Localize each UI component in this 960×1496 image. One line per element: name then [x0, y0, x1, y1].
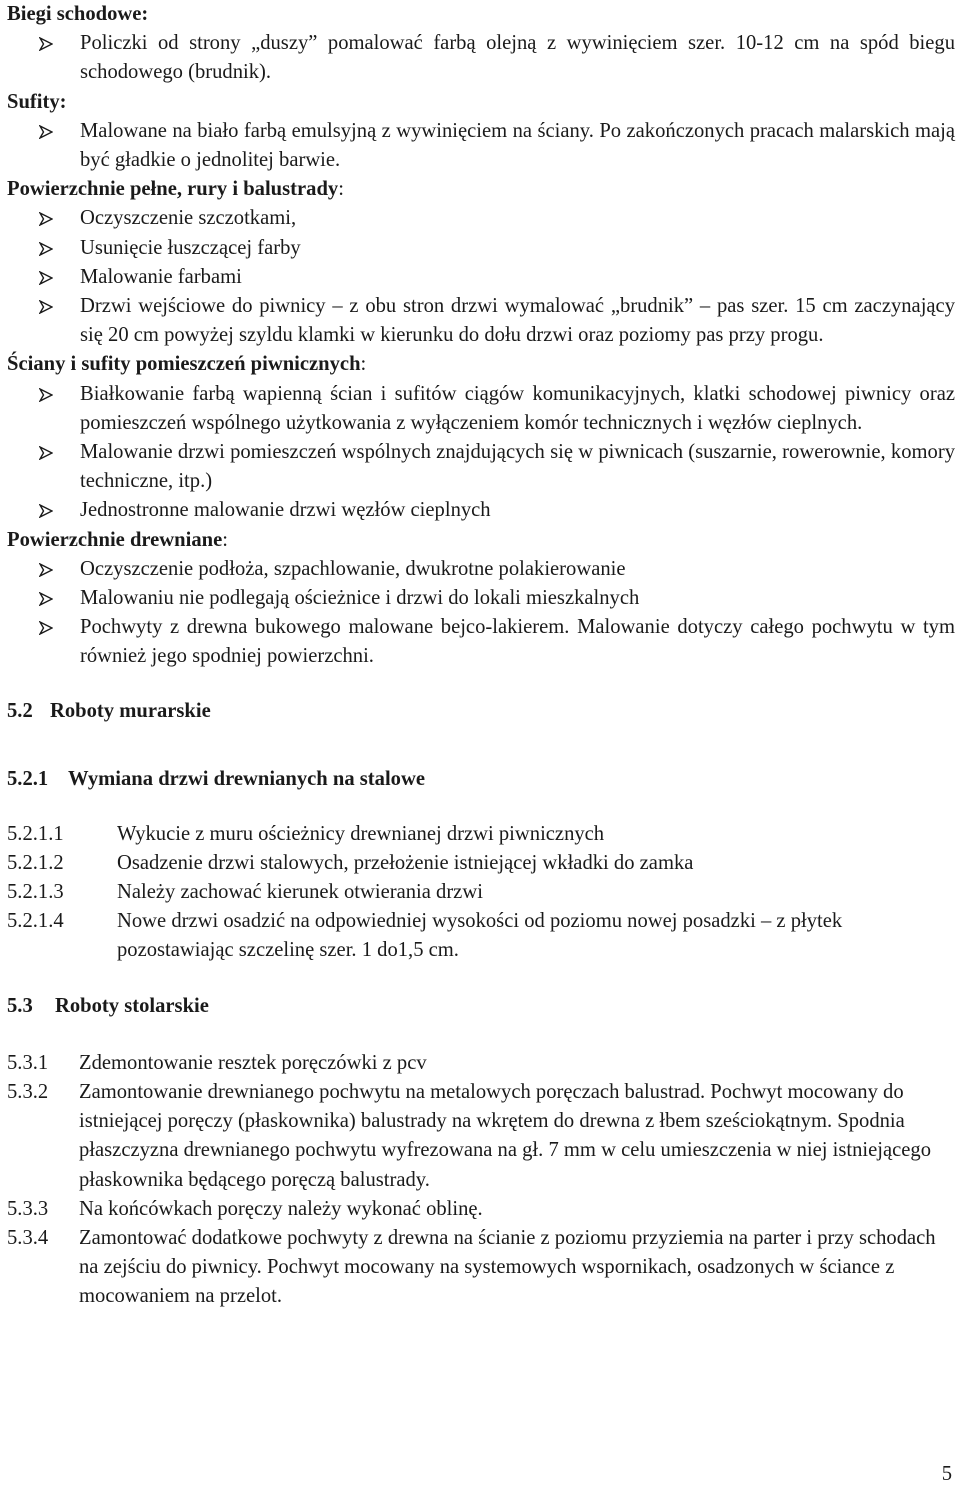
bullet-item — [7, 613, 955, 671]
bullet-item — [7, 438, 955, 496]
item-text: Osadzenie drzwi stalowych, przełożenie istniejącej wkładki do zamka — [117, 851, 694, 874]
bullet-item — [7, 234, 955, 263]
arrowhead-bullet-icon — [39, 563, 53, 577]
section-title: Roboty murarskie — [50, 699, 211, 722]
arrowhead-bullet-icon — [39, 271, 53, 285]
bullet-item — [7, 117, 955, 175]
item-text: Zamontowanie drewnianego pochwytu na metalowych poręczach balustrad. Pochwyt mocowany do istniejącej poręczy (płaskownika) balustrady na wkrętem do drewna z łbem sześciokątnym. Spodnia płaszczyzna drewnianego pochwytu wyfrezowana na gł. 7 mm w celu umieszczenia w niej istniejącego płaskownika będącego poręczą balustrady. — [79, 1080, 932, 1191]
bullet-item — [7, 204, 955, 233]
section-heading-5-2 — [7, 697, 955, 726]
numbered-item — [7, 907, 955, 965]
item-text: Należy zachować kierunek otwierania drzwi — [117, 881, 483, 904]
bullet-text: Oczyszczenie podłoża, szpachlowanie, dwukrotne polakierowanie — [80, 557, 626, 580]
item-text: Zamontować dodatkowe pochwyty z drewna na ścianie z poziomu przyziemia na parter i przy schodach na zejściu do piwnicy. Pochwyt mocowany na systemowych wspornikach, osadzonych w ściance z mocowaniem na przelot. — [79, 1226, 936, 1308]
arrowhead-bullet-icon — [39, 242, 53, 256]
numbered-list-5-2-1 — [7, 820, 955, 966]
numbered-item — [7, 1078, 955, 1195]
item-text: Wykucie z muru ościeżnicy drewnianej drzwi piwnicznych — [117, 822, 605, 845]
arrowhead-bullet-icon — [39, 37, 53, 51]
numbered-item — [7, 849, 955, 878]
arrowhead-bullet-icon — [39, 592, 53, 606]
section-title: Wymiana drzwi drewnianych na stalowe — [68, 767, 425, 790]
section-title: Roboty stolarskie — [55, 994, 209, 1017]
section-number: 5.3 — [7, 994, 33, 1017]
arrowhead-bullet-icon — [39, 388, 53, 402]
numbered-list-5-3 — [7, 1049, 955, 1312]
bullet-text: Malowane na biało farbą emulsyjną z wywinięciem na ściany. Po zakończonych pracach malarskich mają być gładkie o jednolitej barwie. — [80, 119, 955, 172]
item-number: 5.2.1.4 — [7, 910, 64, 933]
numbered-item — [7, 1224, 955, 1312]
numbered-item — [7, 1195, 955, 1224]
bullet-text: Policzki od strony „duszy” pomalować farbą olejną z wywinięciem szer. 10-12 cm na spód biegu schodowego (brudnik). — [80, 32, 955, 84]
section-header-drewniane: Powierzchnie drewniane: — [7, 528, 228, 551]
bullet-text: Malowanie drzwi pomieszczeń wspólnych znajdujących się w piwnicach (suszarnie, rowerownie, komory techniczne, itp.) — [80, 441, 955, 493]
bullet-text: Oczyszczenie szczotkami, — [80, 207, 297, 230]
document-content — [7, 0, 955, 1312]
bullet-item — [7, 292, 955, 350]
item-number: 5.2.1.2 — [7, 851, 64, 874]
bullet-item — [7, 29, 955, 87]
arrowhead-bullet-icon — [39, 300, 53, 314]
numbered-item — [7, 1049, 955, 1078]
item-number: 5.3.3 — [7, 1197, 49, 1220]
item-number: 5.3.2 — [7, 1080, 49, 1103]
bullet-text: Malowaniu nie podlegają ościeżnice i drzwi do lokali mieszkalnych — [80, 587, 640, 610]
section-header-sciany: Ściany i sufity pomieszczeń piwnicznych: — [7, 353, 367, 376]
bullet-text: Usunięcie łuszczącej farby — [80, 236, 301, 259]
section-header-sufity: Sufity: — [7, 90, 67, 113]
section-heading-5-3 — [7, 992, 955, 1021]
item-text: Nowe drzwi osadzić na odpowiedniej wysokości od poziomu nowej posadzki – z płytek pozostawiając szczelinę szer. 1 do1,5 cm. — [117, 910, 843, 962]
item-number: 5.3.4 — [7, 1226, 49, 1249]
arrowhead-bullet-icon — [39, 212, 53, 226]
bullet-text: Jednostronne malowanie drzwi węzłów cieplnych — [80, 499, 491, 522]
bullet-item — [7, 496, 955, 525]
page-number: 5 — [941, 1463, 952, 1485]
bullet-text: Białkowanie farbą wapienną ścian i sufitów ciągów komunikacyjnych, klatki schodowej piwnicy oraz pomieszczeń wspólnego użytkowania z wyłączeniem komór technicznych i węzłów cieplnych. — [80, 382, 955, 434]
bullet-item — [7, 584, 955, 613]
arrowhead-bullet-icon — [39, 446, 53, 460]
arrowhead-bullet-icon — [39, 504, 53, 518]
bullet-item — [7, 555, 955, 584]
item-number: 5.2.1.1 — [7, 822, 64, 845]
numbered-item — [7, 820, 955, 849]
section-number: 5.2 — [7, 699, 33, 722]
arrowhead-bullet-icon — [39, 621, 53, 635]
section-header-powierzchnie: Powierzchnie pełne, rury i balustrady: — [7, 178, 344, 201]
item-number: 5.3.1 — [7, 1051, 49, 1074]
section-number: 5.2.1 — [7, 767, 49, 790]
arrowhead-bullet-icon — [39, 125, 53, 139]
numbered-item — [7, 878, 955, 907]
item-text: Na końcówkach poręczy należy wykonać oblinę. — [79, 1197, 483, 1220]
item-text: Zdemontowanie resztek poręczówki z pcv — [79, 1051, 427, 1074]
bullet-item — [7, 380, 955, 438]
bullet-text: Drzwi wejściowe do piwnicy – z obu stron drzwi wymalować „brudnik” – pas szer. 15 cm zaczynający się 20 cm powyżej szyldu klamki w kierunku do dołu drzwi oraz poziomy pas przy progu. — [80, 295, 955, 347]
item-number: 5.2.1.3 — [7, 881, 64, 904]
section-header-biegi: Biegi schodowe: — [7, 3, 149, 25]
section-heading-5-2-1 — [7, 765, 955, 794]
bullet-text: Malowanie farbami — [80, 265, 242, 288]
bullet-text: Pochwyty z drewna bukowego malowane bejco-lakierem. Malowanie dotyczy całego pochwytu w tym również jego spodniej powierzchni. — [80, 616, 955, 668]
bullet-item — [7, 263, 955, 292]
